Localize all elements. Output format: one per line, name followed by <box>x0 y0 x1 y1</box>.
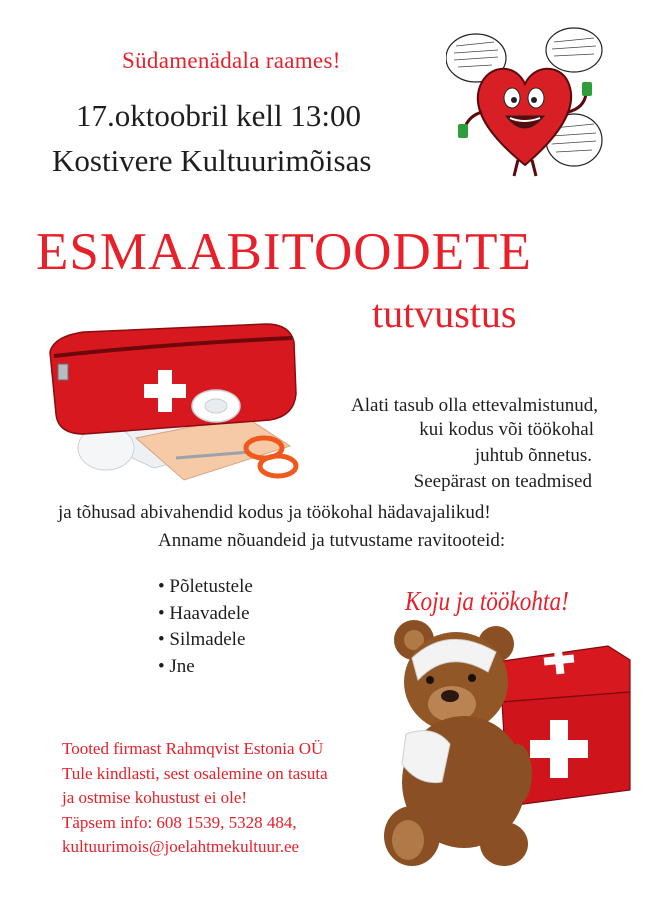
list-item: • Haavadele <box>158 601 253 628</box>
intro-line: juhtub õnnetus. <box>474 445 592 466</box>
list-item: • Silmadele <box>158 627 253 654</box>
footer-no-obligation: ja ostmise kohustust ei ole! <box>62 788 248 807</box>
footer-email-link[interactable]: kultuurimois@joelahtmekultuur.ee <box>62 837 300 856</box>
list-item: • Põletustele <box>158 574 253 601</box>
intro-line: Seepärast on teadmised <box>413 471 592 492</box>
event-date-time: 17.oktoobril kell 13:00 <box>76 98 362 133</box>
footer-company: Tooted firmast Rahmqvist Estonia OÜ <box>62 739 324 758</box>
main-subtitle: tutvustus <box>372 291 517 336</box>
product-category-list <box>158 574 253 680</box>
intro-line: ja tõhusad abivahendid kodus ja töökohal hädavajalikud! <box>58 502 491 523</box>
footer-info <box>62 737 328 860</box>
teddy-bear-image <box>378 614 536 872</box>
intro-line: Alati tasub olla ettevalmistunud, <box>351 395 598 416</box>
slogan: Koju ja töökohta! <box>405 586 569 616</box>
event-subtitle: Südamenädala raames! <box>122 48 341 73</box>
heart-mascot-image <box>446 20 604 180</box>
first-aid-pouch-image <box>44 318 312 490</box>
intro-line: Anname nõuandeid ja tutvustame ravitooteid: <box>158 530 506 551</box>
event-venue: Kostivere Kultuurimõisas <box>52 143 372 178</box>
footer-phone: Täpsem info: 608 1539, 5328 484, <box>62 812 297 832</box>
footer-invite: Tule kindlasti, sest osalemine on tasuta <box>62 763 328 783</box>
main-title: ESMAABITOODETE <box>36 223 532 281</box>
intro-line: kui kodus või töökohal <box>419 419 594 440</box>
list-item: • Jne <box>158 654 253 681</box>
